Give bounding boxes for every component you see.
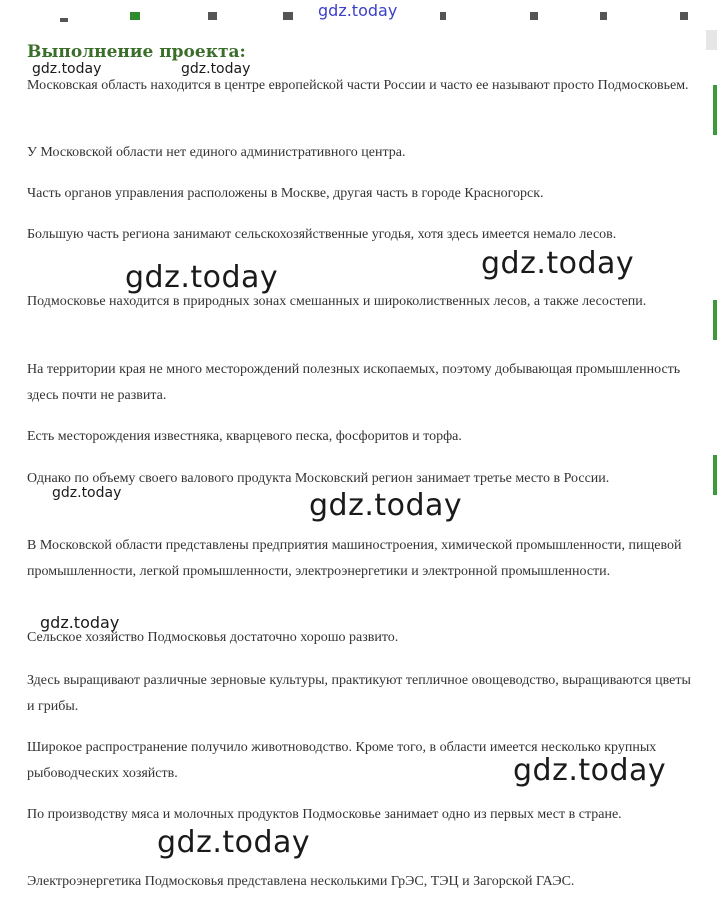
top-fragment — [130, 12, 140, 20]
right-edge-accent — [713, 85, 717, 135]
watermark: gdz.today — [125, 260, 279, 295]
top-fragment — [208, 12, 217, 20]
top-fragment — [680, 12, 688, 20]
watermark: gdz.today — [181, 61, 251, 77]
paragraph: На территории края не много месторождений полезных ископаемых, поэтому добывающая промышленность здесь почти не развита. — [27, 362, 681, 403]
paragraph: Большую часть региона занимают сельскохозяйственные угодья, хотя здесь имеется немало лесов. — [27, 227, 617, 242]
paragraph: Здесь выращивают различные зерновые культуры, практикуют тепличное овощеводство, выращиваются цветы и грибы. — [27, 673, 691, 714]
paragraph: Подмосковье находится в природных зонах смешанных и широколиственных лесов, а также лесостепи. — [27, 294, 647, 309]
right-edge-accent — [713, 455, 717, 495]
paragraph: У Московской области нет единого административного центра. — [27, 145, 406, 160]
paragraph: В Московской области представлены предприятия машиностроения, химической промышленности, пищевой промышленности, легкой промышленности, электроэнергетики и электронной промышленности. — [27, 538, 682, 579]
right-edge-accent — [713, 300, 717, 340]
watermark: gdz.today — [40, 613, 120, 632]
paragraph: Электроэнергетика Подмосковья представлена несколькими ГрЭС, ТЭЦ и Загорской ГАЭС. — [27, 874, 575, 889]
right-edge-shadow — [706, 30, 717, 50]
top-fragment — [60, 18, 68, 22]
watermark: gdz.today — [318, 1, 398, 20]
paragraph: Часть органов управления расположены в Москве, другая часть в городе Красногорск. — [27, 186, 544, 201]
paragraph: Однако по объему своего валового продукта Московский регион занимает третье место в России. — [27, 471, 610, 486]
watermark: gdz.today — [309, 488, 463, 523]
paragraph: По производству мяса и молочных продуктов Подмосковье занимает одно из первых мест в стране. — [27, 807, 622, 822]
watermark: gdz.today — [481, 246, 635, 281]
top-fragment — [530, 12, 538, 20]
paragraph: Широкое распространение получило животноводство. Кроме того, в области имеется несколько крупных рыбоводческих хозяйств. — [27, 740, 657, 781]
top-fragment — [283, 12, 293, 20]
top-fragment — [440, 12, 446, 20]
top-fragment — [600, 12, 607, 20]
paragraph: Московская область находится в центре европейской части России и часто ее называют просто Подмосковьем. — [27, 78, 689, 93]
watermark: gdz.today — [157, 825, 311, 860]
paragraph: Есть месторождения известняка, кварцевого песка, фосфоритов и торфа. — [27, 429, 462, 444]
paragraph: Сельское хозяйство Подмосковья достаточно хорошо развито. — [27, 630, 399, 645]
watermark: gdz.today — [32, 61, 102, 77]
watermark: gdz.today — [52, 485, 122, 501]
watermark: gdz.today — [513, 753, 667, 788]
section-heading: Выполнение проекта: — [27, 42, 246, 62]
